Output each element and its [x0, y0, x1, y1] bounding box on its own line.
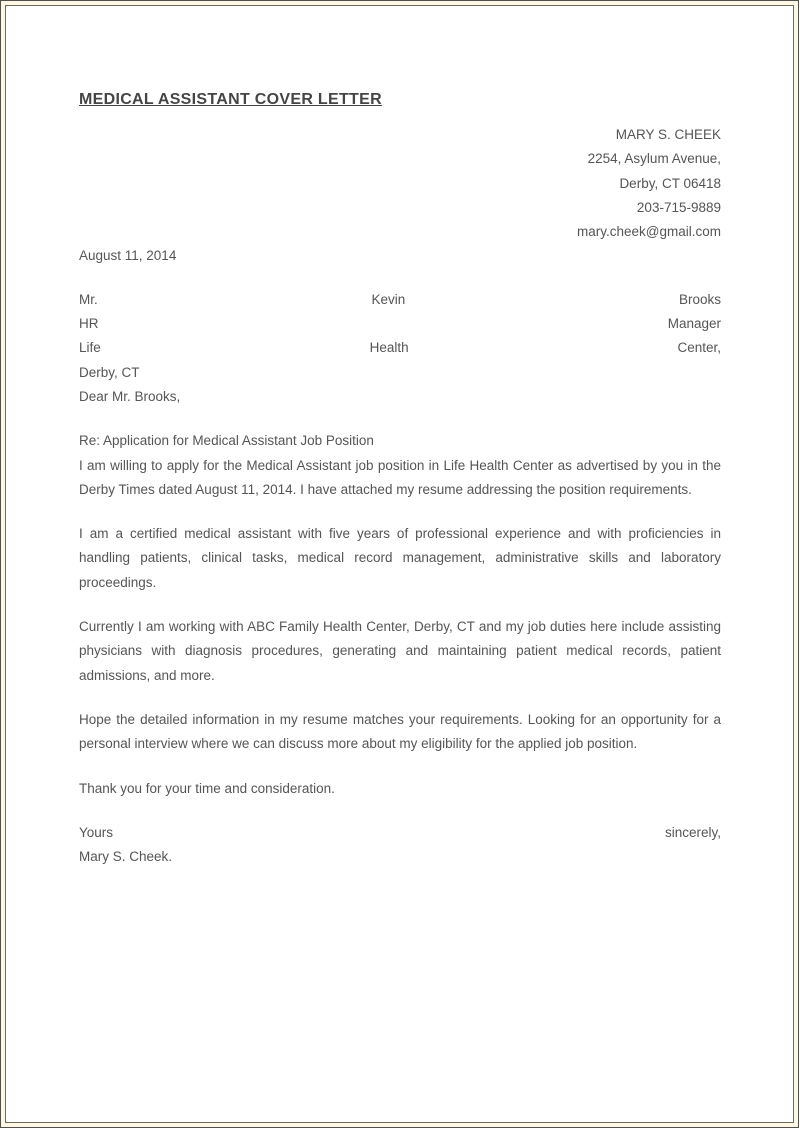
recipient-word: Brooks [678, 291, 721, 307]
paragraph-4: Hope the detailed information in my resume matches your requirements. Looking for an opportunity for a personal interview where we can discuss more about my eligibility for the applied job position. [79, 711, 721, 752]
recipient-word: Mr. [79, 291, 98, 307]
recipient-word: Manager [667, 316, 721, 332]
recipient-word: Life [79, 340, 101, 356]
recipient-line-4: Derby, CT [79, 364, 140, 380]
closing-word: Yours [79, 824, 114, 840]
letter-title: MEDICAL ASSISTANT COVER LETTER [79, 91, 382, 108]
recipient-line-3 [79, 336, 721, 360]
recipient-line-1 [79, 288, 721, 312]
recipient-word: HR [79, 316, 99, 332]
opening-section [79, 429, 721, 502]
subject-line: Re: Application for Medical Assistant Job Position [79, 433, 374, 449]
sender-address-line1: 2254, Asylum Avenue, [587, 151, 721, 167]
paragraph-2: I am a certified medical assistant with five years of professional experience and with proficiencies in handling patients, clinical tasks, medical record management, administrative skills and laboratory proceedings. [79, 526, 721, 590]
closing-line [79, 821, 721, 845]
sender-block [79, 123, 721, 244]
sender-address-line2: Derby, CT 06418 [619, 175, 721, 191]
paragraph-1: I am willing to apply for the Medical Assistant job position in Life Health Center as advertised by you in the Derby Times dated August 11, 2014. I have attached my resume addressing the position requirements. [79, 457, 721, 497]
closing-word: sincerely, [664, 824, 721, 840]
recipient-word: Center, [677, 340, 721, 356]
salutation: Dear Mr. Brooks, [79, 388, 181, 404]
sender-email: mary.cheek@gmail.com [577, 224, 721, 240]
thanks-line: Thank you for your time and consideration. [79, 780, 335, 796]
letter-date: August 11, 2014 [79, 248, 177, 264]
recipient-line-2 [79, 312, 721, 336]
sender-phone: 203-715-9889 [636, 199, 721, 215]
sender-name: MARY S. CHEEK [615, 127, 721, 142]
paragraph-3: Currently I am working with ABC Family Health Center, Derby, CT and my job duties here include assisting physicians with diagnosis procedures, generating and maintaining patient medical records, patient admissions, and more. [79, 619, 721, 683]
signature: Mary S. Cheek. [79, 849, 173, 865]
closing-block [79, 821, 721, 870]
recipient-block [79, 288, 721, 409]
letter-page [5, 5, 794, 1123]
recipient-word: Kevin [371, 291, 406, 307]
recipient-word: Health [369, 340, 409, 356]
